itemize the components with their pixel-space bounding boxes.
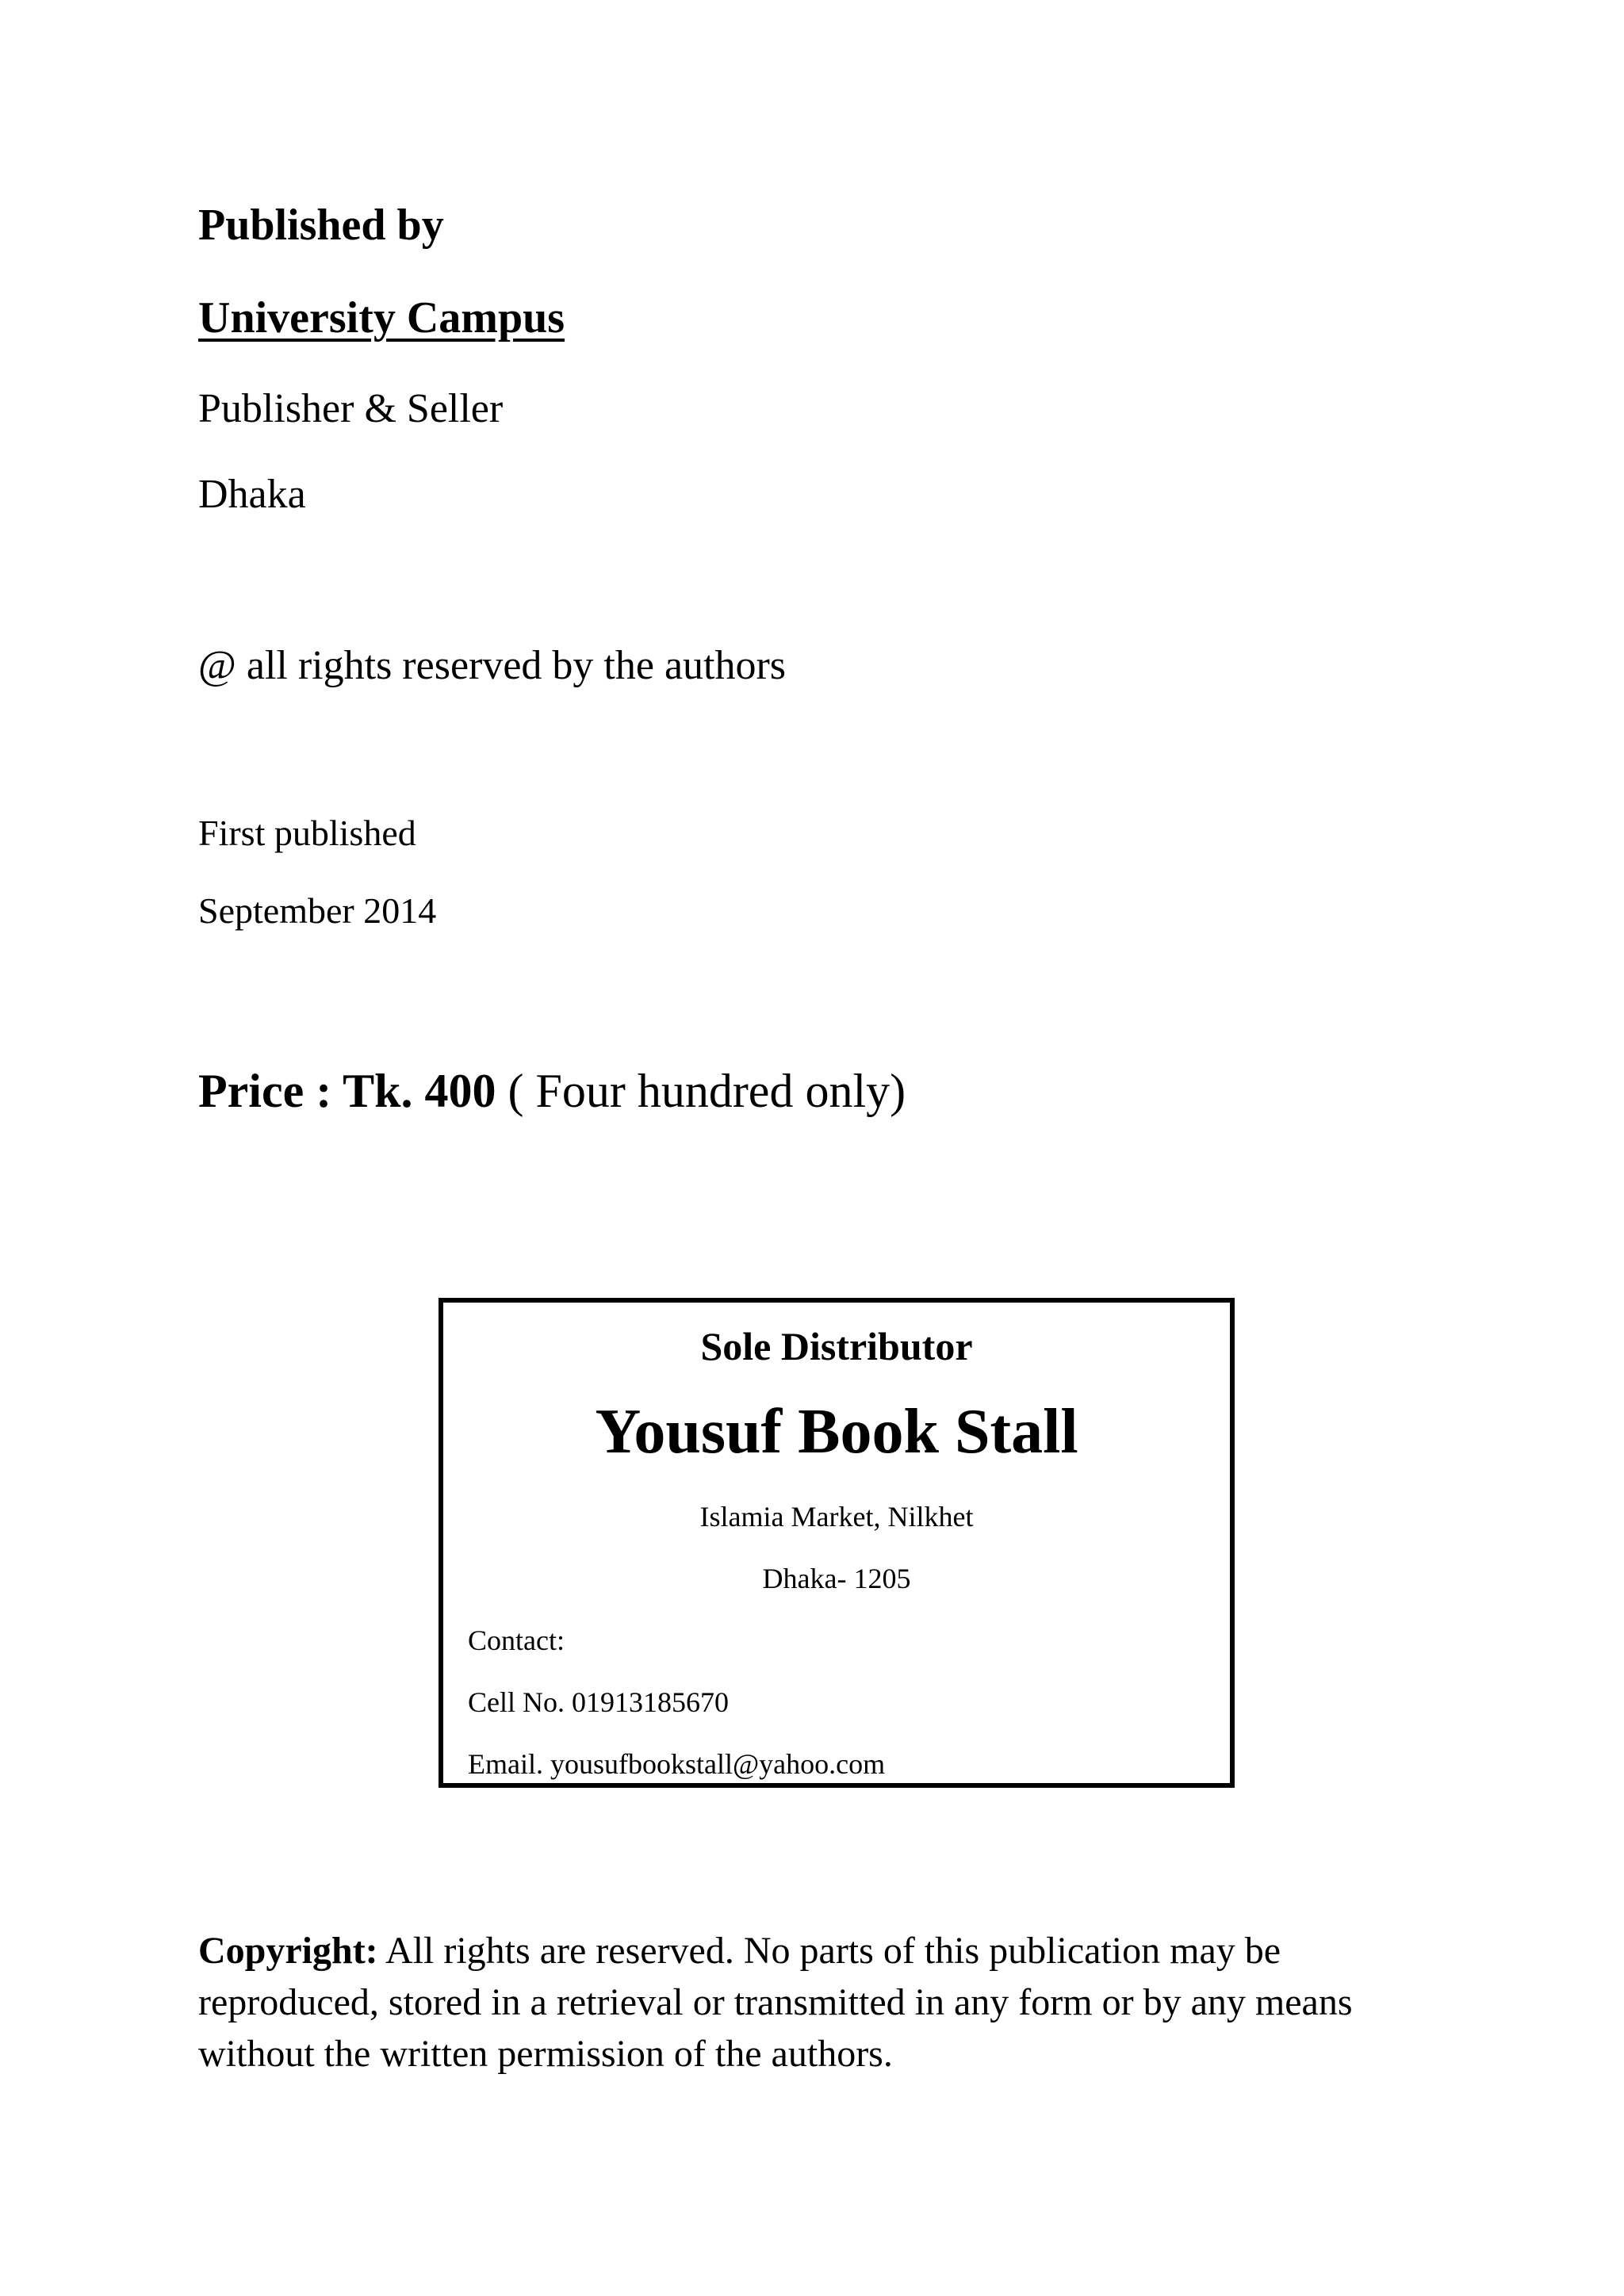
distributor-city: Dhaka- 1205 xyxy=(762,1563,911,1594)
distributor-name: Yousuf Book Stall xyxy=(595,1397,1078,1467)
price-in-words: ( Four hundred only) xyxy=(496,1065,906,1117)
price-line xyxy=(198,1067,906,1115)
distributor-heading: Sole Distributor xyxy=(700,1324,973,1368)
distributor-address: Islamia Market, Nilkhet xyxy=(699,1501,974,1533)
published-by-heading: Published by xyxy=(198,201,444,250)
publisher-city: Dhaka xyxy=(198,472,306,517)
edition-date: September 2014 xyxy=(198,890,437,931)
publisher-name: University Campus xyxy=(198,293,565,342)
email-address: Email. yousufbookstall@yahoo.com xyxy=(468,1748,886,1780)
copyright-text: All rights are reserved. No parts of this publication may be reproduced, stored in a retrieval or transmitted in any form or by any means without the written permission of the authors. xyxy=(198,1930,1353,2075)
copyright-label: Copyright: xyxy=(198,1930,378,1972)
rights-notice: @ all rights reserved by the authors xyxy=(198,643,787,688)
publisher-role: Publisher & Seller xyxy=(198,386,504,431)
distributor-box xyxy=(439,1298,1235,1788)
cell-number: Cell No. 01913185670 xyxy=(468,1686,729,1718)
contact-label: Contact: xyxy=(468,1624,565,1656)
copyright-notice xyxy=(198,1925,1435,2080)
edition-label: First published xyxy=(198,813,416,853)
price-label: Price : Tk. 400 xyxy=(198,1065,496,1117)
